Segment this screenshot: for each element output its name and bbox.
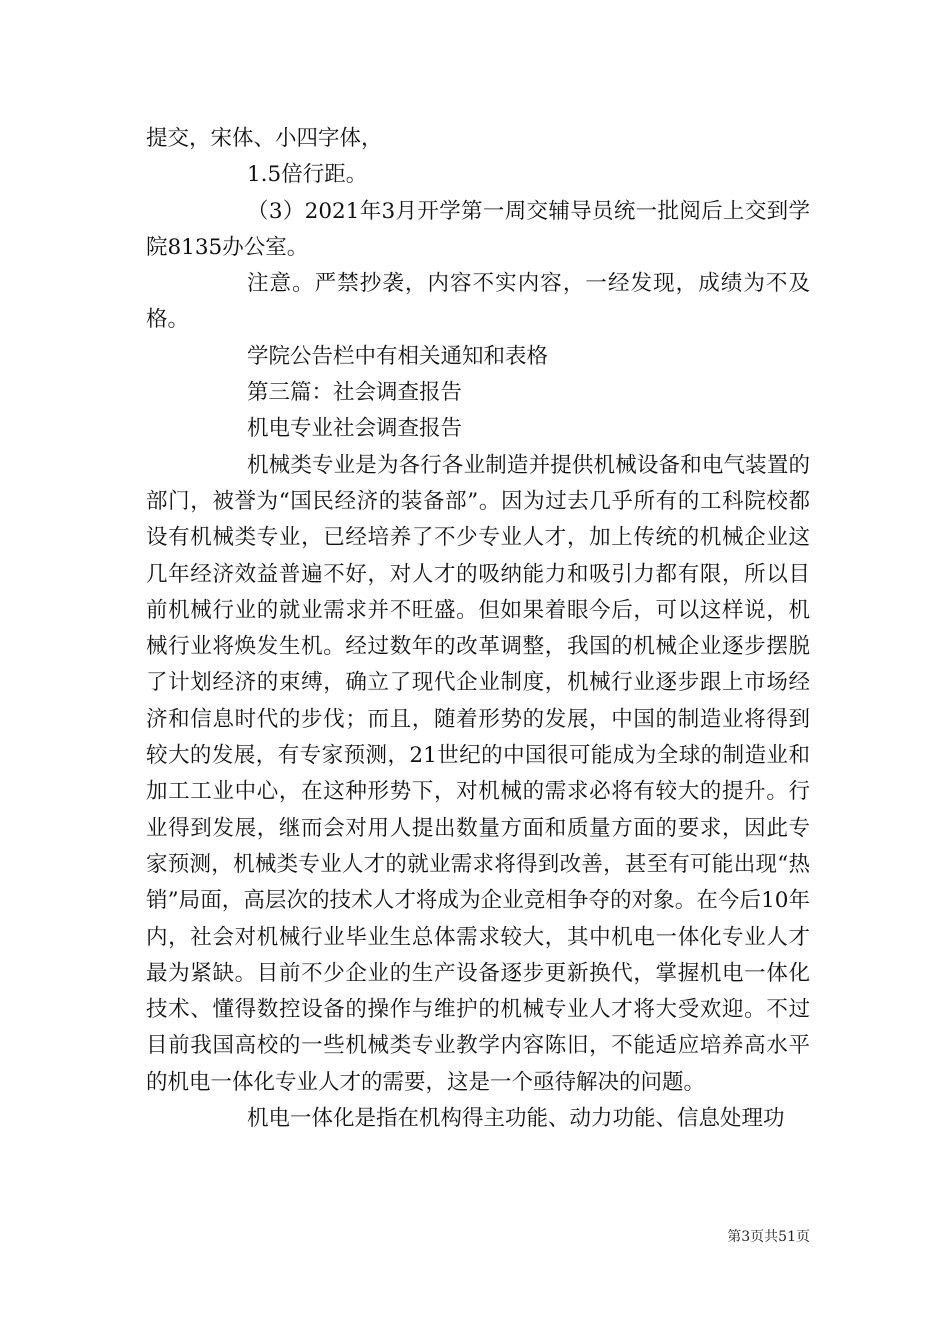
paragraph-notice: 注意。严禁抄袭，内容不实内容，一经发现，成绩为不及格。: [146, 271, 810, 333]
page-number: 第3页共51页: [727, 1229, 810, 1245]
paragraph-submit-format: 提交，宋体、小四字体，: [146, 126, 383, 151]
paragraph-line-spacing: 1.5倍行距。: [247, 162, 368, 188]
section-heading: 第三篇：社会调查报告: [247, 380, 463, 406]
report-title: 机电专业社会调查报告: [247, 416, 463, 442]
paragraph-mechanical-majors: 机械类专业是为各行各业制造并提供机械设备和电气装置的部门，被誉为“国民经济的装备部”。因为过去几乎所有的工科院校都设有机械类专业，已经培养了不少专业人才，加上传统的机械企业这几年经济效益普遍不好，对人才的吸纳能力和吸引力都有限，所以目前机械行业的就业需求并不旺盛。但如果着眼今后，可以这样说，机械行业将焕发生机。经过数年的改革调整，我国的机械企业逐步摆脱了计划经济的束缚，确立了现代企业制度，机械行业逐步跟上市场经济和信息时代的步伐；而且，随着形势的发展，中国的制造业将得到较大的发展，有专家预测，21世纪的中国很可能成为全球的制造业和加工工业中心，在这种形势下，对机械的需求必将有较大的提升。行业得到发展，继而会对用人提出数量方面和质量方面的要求，因此专家预测，机械类专业人才的就业需求将得到改善，甚至有可能出现“热销”局面，高层次的技术人才将成为企业竞相争夺的对象。在今后10年内，社会对机械行业毕业生总体需求较大，其中机电一体化专业人才最为紧缺。目前不少企业的生产设备逐步更新换代，掌握机电一体化技术、懂得数控设备的操作与维护的机械专业人才将大受欢迎。不过目前我国高校的一些机械类专业教学内容陈旧，不能适应培养高水平的机电一体化专业人才的需要，这是一个亟待解决的问题。: [146, 452, 810, 1095]
paragraph-deadline: （3）2021年3月开学第一周交辅导员统一批阅后上交到学院8135办公室。: [146, 198, 810, 260]
document-body: [146, 121, 810, 1137]
paragraph-bulletin: 学院公告栏中有相关通知和表格: [247, 343, 549, 369]
paragraph-mechatronics: 机电一体化是指在机构得主功能、动力功能、信息处理功: [247, 1106, 785, 1132]
